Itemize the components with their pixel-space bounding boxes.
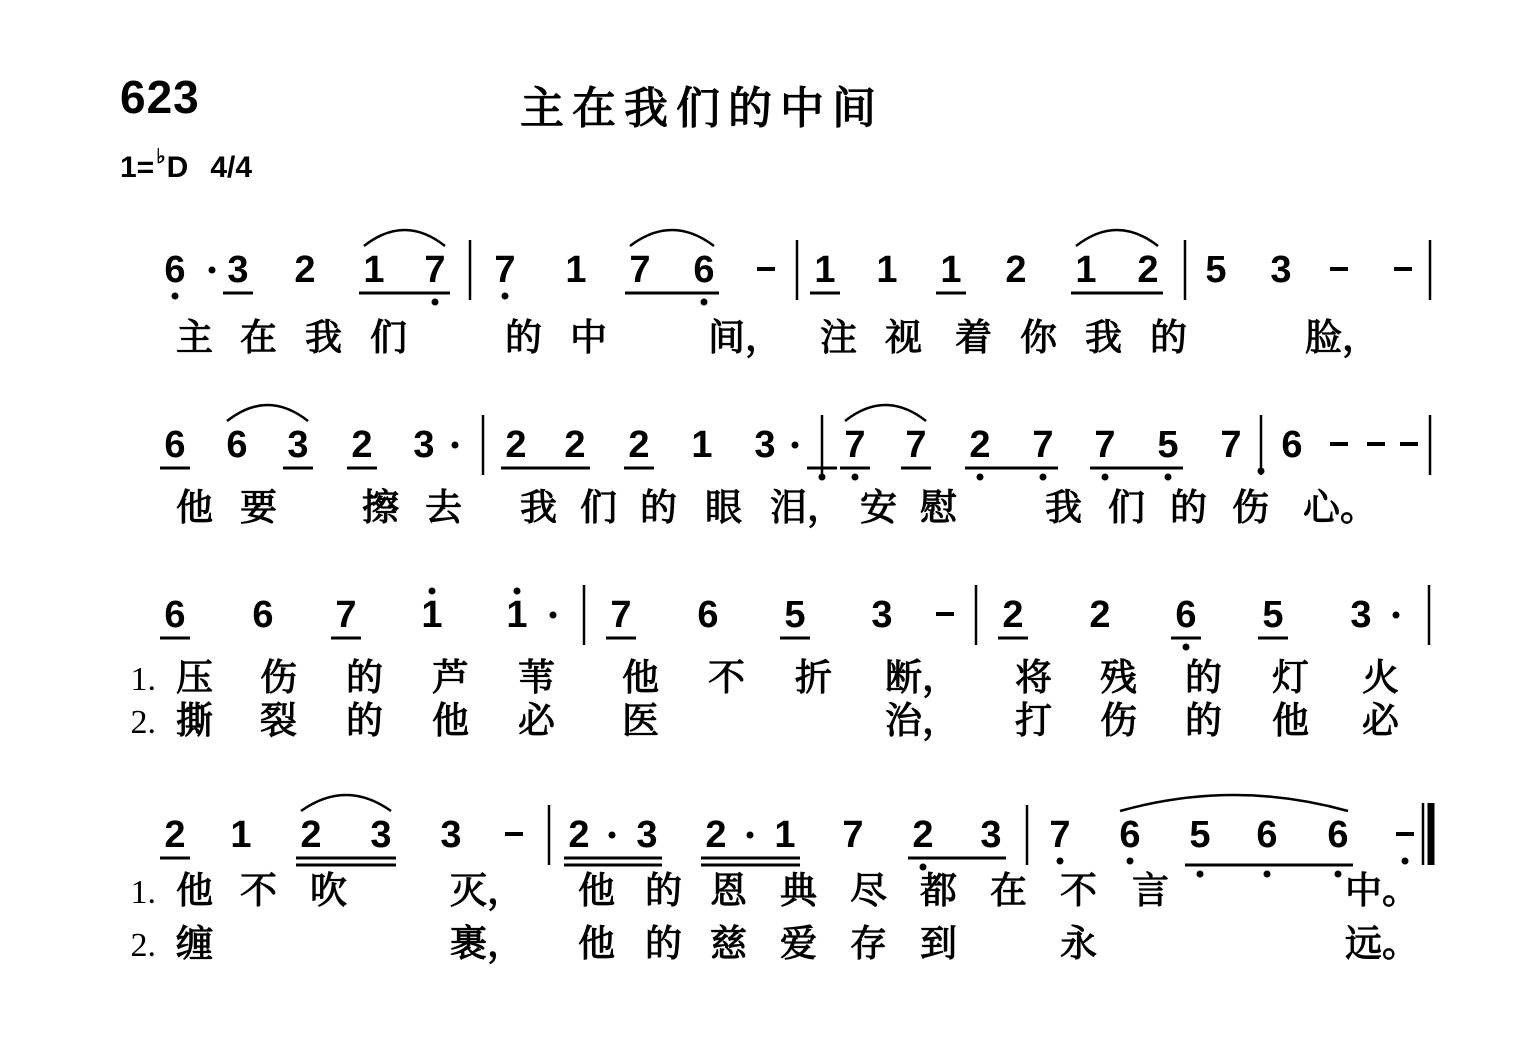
low-octave-dot xyxy=(1040,474,1047,481)
note: 7 xyxy=(1049,814,1071,856)
note: 2 xyxy=(164,814,186,856)
note: 3 xyxy=(287,424,309,466)
lyric-syllable: 必 xyxy=(518,698,555,742)
note: 3 xyxy=(871,594,893,636)
lyric-syllable: 永 xyxy=(1060,921,1097,965)
lyric-syllable: 他 xyxy=(1272,698,1309,742)
lyric-syllable: 断， xyxy=(885,655,959,699)
lyric-syllable: 撕 xyxy=(176,698,213,742)
lyric-syllable: 折 xyxy=(795,655,832,699)
lyric-syllable: 治， xyxy=(885,698,959,742)
high-octave-dot xyxy=(514,588,521,595)
key-note: D xyxy=(166,151,189,184)
note: 1 xyxy=(363,249,385,291)
lyric-syllable: 脸， xyxy=(1305,315,1379,359)
note: 6 xyxy=(164,249,186,291)
lyric-syllable: 中。 xyxy=(1345,868,1419,912)
note: 1 xyxy=(421,594,443,636)
lyric-syllable: 安 xyxy=(860,485,897,529)
note: 7 xyxy=(1094,424,1116,466)
slur-arc xyxy=(1120,795,1348,811)
lyric-syllable: 他 xyxy=(578,921,615,965)
hymn-title: 主在我们的中间 xyxy=(520,83,884,134)
lyric-syllable: 他 xyxy=(176,868,213,912)
lyric-syllable: 残 xyxy=(1100,655,1137,699)
note: 6 xyxy=(1175,594,1197,636)
note: 2 xyxy=(912,814,934,856)
slur-arc xyxy=(301,795,391,811)
low-octave-dot xyxy=(1264,871,1271,878)
lyric-syllable: 裂 xyxy=(260,698,297,742)
lyric-syllable: 的 xyxy=(346,698,383,742)
lyric-syllable: 的 xyxy=(645,868,682,912)
lyric-syllable: 视 xyxy=(885,315,922,359)
note: 1 xyxy=(1075,249,1097,291)
note: 1 xyxy=(876,249,898,291)
verse-number: 2. xyxy=(130,704,156,741)
lyric-syllable: 擦 xyxy=(362,485,399,529)
lyric-syllable: 中 xyxy=(570,315,607,359)
note: 3 xyxy=(413,424,435,466)
note: 1 xyxy=(230,814,252,856)
note: 5 xyxy=(1157,424,1179,466)
low-octave-dot xyxy=(701,299,708,306)
note: 7 xyxy=(844,424,866,466)
slur-arc xyxy=(364,230,445,246)
key-prefix: 1= xyxy=(120,151,155,184)
lyric-syllable: 伤 xyxy=(1232,485,1269,529)
note: 3 xyxy=(1350,594,1372,636)
augmentation-dot xyxy=(747,832,754,839)
lyric-syllable: 缠 xyxy=(176,921,213,965)
lyric-syllable: 眼 xyxy=(705,485,742,529)
slur-arc xyxy=(845,405,926,421)
lyric-syllable: 将 xyxy=(1015,655,1052,699)
note: 7 xyxy=(335,594,357,636)
note: 2 xyxy=(1137,249,1159,291)
note: 5 xyxy=(1262,594,1284,636)
note: 7 xyxy=(610,594,632,636)
lyric-syllable: 的 xyxy=(346,655,383,699)
high-octave-dot xyxy=(429,588,436,595)
note: 6 xyxy=(1281,424,1303,466)
note: 2 xyxy=(568,814,590,856)
low-octave-dot xyxy=(1335,871,1342,878)
lyric-syllable: 我 xyxy=(1085,315,1122,359)
note: 1 xyxy=(691,424,713,466)
time-signature: 4/4 xyxy=(210,151,253,184)
note: 6 xyxy=(226,424,248,466)
lyric-syllable: 的 xyxy=(1150,315,1187,359)
note: 7 xyxy=(1220,424,1242,466)
low-octave-dot xyxy=(432,299,439,306)
note: 7 xyxy=(494,249,516,291)
note: 2 xyxy=(628,424,650,466)
note: 6 xyxy=(693,249,715,291)
verse-number: 1. xyxy=(130,874,156,911)
lyric-syllable: 心。 xyxy=(1303,485,1377,529)
lyric-syllable: 打 xyxy=(1015,698,1052,742)
note: 6 xyxy=(1256,814,1278,856)
note: 2 xyxy=(1089,594,1111,636)
verse-number: 2. xyxy=(130,927,156,964)
note: 2 xyxy=(351,424,373,466)
low-octave-dot xyxy=(1102,474,1109,481)
lyric-syllable: 的 xyxy=(640,485,677,529)
lyric-syllable: 吹 xyxy=(310,868,347,912)
lyric-syllable: 远。 xyxy=(1345,921,1419,965)
low-octave-dot xyxy=(977,474,984,481)
lyric-syllable: 他 xyxy=(176,485,213,529)
lyric-syllable: 我 xyxy=(305,315,342,359)
note: 1 xyxy=(565,249,587,291)
lyric-syllable: 们 xyxy=(580,485,617,529)
lyric-syllable: 们 xyxy=(370,315,407,359)
slur-arc xyxy=(227,405,308,421)
low-octave-dot xyxy=(1165,474,1172,481)
lyric-syllable: 典 xyxy=(780,868,817,912)
lyric-syllable: 慰 xyxy=(920,485,957,529)
note: 7 xyxy=(1032,424,1054,466)
note: 5 xyxy=(1189,814,1211,856)
augmentation-dot xyxy=(209,267,216,274)
slur-arc xyxy=(1076,230,1158,246)
note: 2 xyxy=(505,424,527,466)
lyric-syllable: 不 xyxy=(708,655,745,699)
lyric-syllable: 他 xyxy=(432,698,469,742)
note: 6 xyxy=(164,594,186,636)
note: 6 xyxy=(1327,814,1349,856)
lyric-syllable: 存 xyxy=(850,921,887,965)
lyric-syllable: 的 xyxy=(645,921,682,965)
note: 3 xyxy=(980,814,1002,856)
note: 2 xyxy=(300,814,322,856)
note: 2 xyxy=(564,424,586,466)
note: 1 xyxy=(940,249,962,291)
augmentation-dot xyxy=(452,442,459,449)
note: 1 xyxy=(506,594,528,636)
augmentation-dot xyxy=(609,832,616,839)
lyric-syllable: 泪， xyxy=(770,485,844,529)
hymn-number: 623 xyxy=(120,71,200,123)
note: 3 xyxy=(1270,249,1292,291)
lyric-syllable: 的 xyxy=(1185,698,1222,742)
note: 3 xyxy=(636,814,658,856)
lyric-syllable: 注 xyxy=(820,315,857,359)
lyric-syllable: 的 xyxy=(1170,485,1207,529)
note: 6 xyxy=(697,594,719,636)
note: 3 xyxy=(370,814,392,856)
lyric-syllable: 我 xyxy=(520,485,557,529)
note: 1 xyxy=(774,814,796,856)
lyric-syllable: 你 xyxy=(1020,315,1057,359)
note: 2 xyxy=(1005,249,1027,291)
lyric-syllable: 要 xyxy=(240,485,277,529)
lyric-syllable: 压 xyxy=(176,655,213,699)
lyric-syllable: 灭， xyxy=(450,868,524,912)
lyric-syllable: 裹， xyxy=(450,921,524,965)
note: 3 xyxy=(227,249,249,291)
augmentation-dot xyxy=(550,612,557,619)
note: 5 xyxy=(784,594,806,636)
low-octave-dot xyxy=(1197,871,1204,878)
lyric-syllable: 他 xyxy=(578,868,615,912)
low-octave-dot xyxy=(852,474,859,481)
note: 2 xyxy=(1002,594,1024,636)
note: 7 xyxy=(424,249,446,291)
augmentation-dot xyxy=(1393,612,1400,619)
lyric-syllable: 必 xyxy=(1362,698,1399,742)
note: 5 xyxy=(1205,249,1227,291)
low-octave-dot xyxy=(1057,858,1064,865)
lyric-syllable: 慈 xyxy=(710,921,747,965)
low-octave-dot xyxy=(819,474,826,481)
low-octave-dot xyxy=(1183,644,1190,651)
slur-arc xyxy=(630,230,714,246)
lyric-syllable: 苇 xyxy=(518,655,555,699)
lyric-syllable: 着 xyxy=(955,315,992,359)
lyric-syllable: 我 xyxy=(1045,485,1082,529)
note: 2 xyxy=(969,424,991,466)
note: 3 xyxy=(440,814,462,856)
lyric-syllable: 的 xyxy=(505,315,542,359)
low-octave-dot xyxy=(172,293,179,300)
note: 6 xyxy=(1119,814,1141,856)
note: 3 xyxy=(754,424,776,466)
lyric-syllable: 伤 xyxy=(260,655,297,699)
note: 7 xyxy=(905,424,927,466)
lyric-syllable: 火 xyxy=(1362,655,1399,699)
note: 2 xyxy=(705,814,727,856)
lyric-syllable: 不 xyxy=(240,868,277,912)
lyric-syllable: 恩 xyxy=(710,868,747,912)
low-octave-dot xyxy=(502,293,509,300)
lyric-syllable: 不 xyxy=(1060,868,1097,912)
lyric-syllable: 主 xyxy=(176,315,213,359)
low-octave-dot xyxy=(1127,858,1134,865)
note: 1 xyxy=(814,249,836,291)
augmentation-dot xyxy=(792,442,799,449)
verse-number: 1. xyxy=(130,661,156,698)
lyric-syllable: 言 xyxy=(1132,868,1169,912)
note: 2 xyxy=(294,249,316,291)
lyric-syllable: 们 xyxy=(1108,485,1145,529)
lyric-syllable: 芦 xyxy=(432,655,469,699)
lyric-syllable: 伤 xyxy=(1100,698,1137,742)
lyric-syllable: 灯 xyxy=(1272,655,1309,699)
note: 7 xyxy=(629,249,651,291)
lyric-syllable: 间， xyxy=(708,315,782,359)
lyric-syllable: 去 xyxy=(425,485,462,529)
lyric-syllable: 在 xyxy=(240,315,277,359)
note: 6 xyxy=(164,424,186,466)
lyric-syllable: 到 xyxy=(920,921,957,965)
lyric-syllable: 他 xyxy=(622,655,659,699)
note: 7 xyxy=(842,814,864,856)
low-octave-dot xyxy=(1258,468,1265,475)
lyric-syllable: 的 xyxy=(1185,655,1222,699)
flat-sign: ♭ xyxy=(156,146,166,168)
lyric-syllable: 爱 xyxy=(780,921,817,965)
lyric-syllable: 医 xyxy=(622,698,659,742)
low-octave-dot xyxy=(1402,858,1409,865)
note: 6 xyxy=(252,594,274,636)
lyric-syllable: 都 xyxy=(920,868,957,912)
lyric-syllable: 尽 xyxy=(850,868,887,912)
lyric-syllable: 在 xyxy=(990,868,1027,912)
